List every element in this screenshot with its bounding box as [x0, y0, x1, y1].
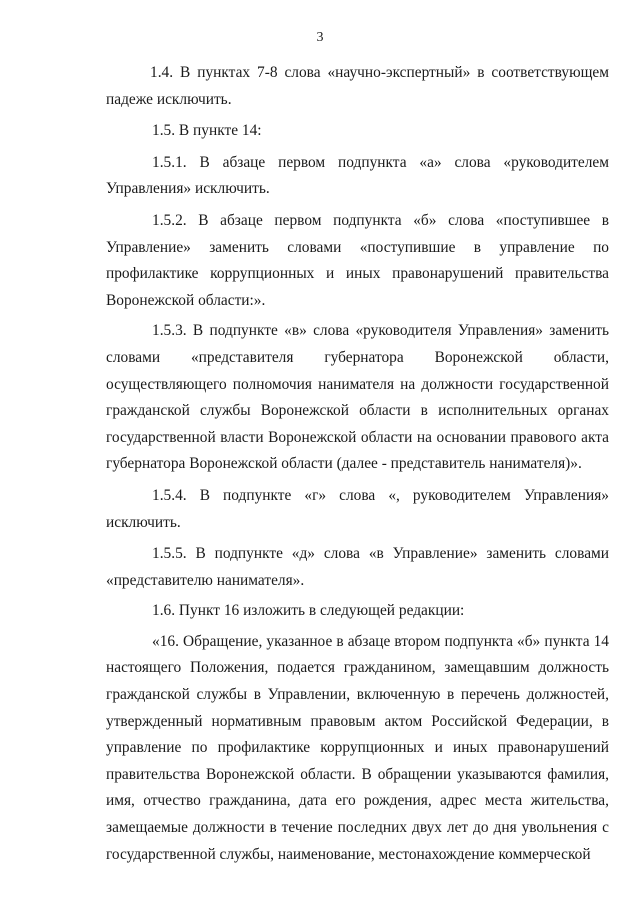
paragraph-1-6: 1.6. Пункт 16 изложить в следующей редакции:	[152, 602, 465, 620]
page-number: 3	[316, 30, 324, 45]
paragraph-1-4: 1.4. В пунктах 7-8 слова «научно-экспертный» в соответствующем падеже исключить.	[106, 64, 609, 108]
paragraph-1-5-2: 1.5.2. В абзаце первом подпункта «б» слова «поступившее в Управление» заменить словами «поступившие в управление по профилактике коррупционных и иных правонарушений правительства Воронежской области:».	[106, 211, 609, 309]
paragraph-1-5-4: 1.5.4. В подпункте «г» слова «, руководителем Управления» исключить.	[106, 486, 609, 531]
paragraph-1-5: 1.5. В пункте 14:	[152, 122, 262, 140]
paragraph-16-quote: «16. Обращение, указанное в абзаце втором подпункта «б» пункта 14 настоящего Положения, подается гражданином, замещавшим должность гражданской службы в Управлении, включенную в перечень должностей, утвержденный нормативным правовым актом Российской Федерации, в управление по профилактике коррупционных и иных правонарушений правительства Воронежской области. В обращении указываются фамилия, имя, отчество гражданина, дата его рождения, адрес места жительства, замещаемые должности в течение последних двух лет до дня увольнения с государственной службы, наименование, местонахождение коммерческой	[106, 632, 609, 863]
paragraph-1-5-5: 1.5.5. В подпункте «д» слова «в Управление» заменить словами «представителю нанимателя».	[106, 545, 609, 589]
paragraph-1-5-3: 1.5.3. В подпункте «в» слова «руководителя Управления» заменить словами «представителя губернатора Воронежской области, осуществляющего полномочия нанимателя на должности государственной гражданской службы Воронежской области в исполнительных органах государственной власти Воронежской области на основании правового акта губернатора Воронежской области (далее - представитель нанимателя)».	[106, 322, 609, 473]
paragraph-1-5-1: 1.5.1. В абзаце первом подпункта «а» слова «руководителем Управления» исключить.	[106, 153, 609, 198]
document-body	[106, 60, 609, 868]
